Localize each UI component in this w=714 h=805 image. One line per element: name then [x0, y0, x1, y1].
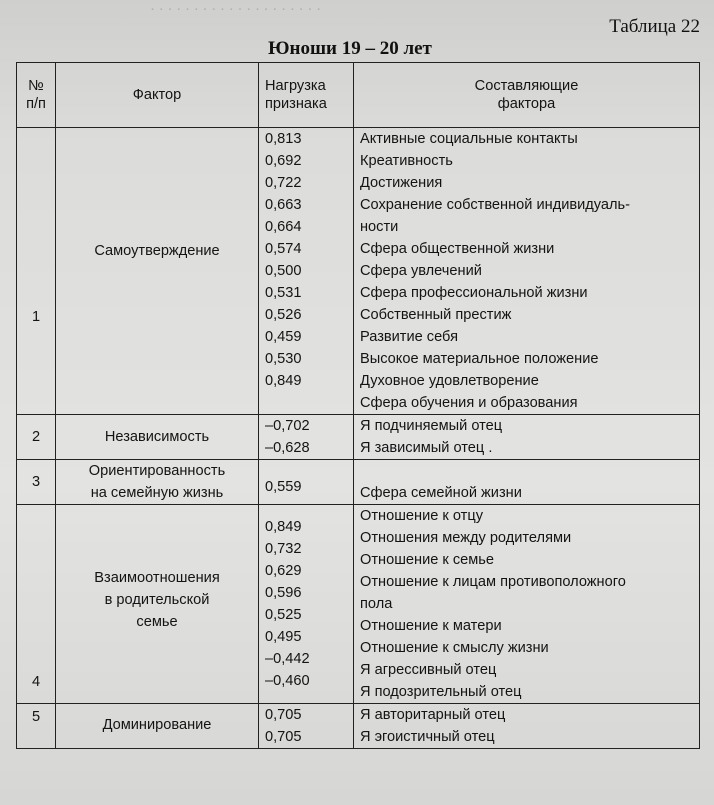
- row-number-cell: [17, 460, 56, 505]
- component-item: Достижения: [360, 175, 443, 191]
- component-item: Отношение к отцу: [360, 508, 483, 524]
- load-value: 0,526: [265, 307, 302, 323]
- load-value: 0,531: [265, 285, 302, 301]
- component-item: Отношение к смыслу жизни: [360, 640, 549, 656]
- load-cell: [259, 128, 354, 415]
- load-value: –0,442: [265, 651, 310, 667]
- load-value: 0,732: [265, 541, 302, 557]
- factor-name-line: Самоутверждение: [94, 243, 220, 259]
- row-number: 1: [31, 309, 41, 325]
- load-value: 0,629: [265, 563, 302, 579]
- load-value: 0,559: [265, 479, 302, 495]
- row-number-cell: [17, 704, 56, 749]
- components-cell: [354, 505, 700, 704]
- component-item: Я зависимый отец .: [360, 440, 493, 456]
- load-value: 0,525: [265, 607, 302, 623]
- component-item: Отношение к матери: [360, 618, 502, 634]
- factor-name-line: семье: [136, 614, 178, 630]
- load-cell: [259, 704, 354, 749]
- header-number: [17, 63, 56, 128]
- components-cell: [354, 704, 700, 749]
- header-components-line-1: Составляющие: [474, 78, 579, 94]
- load-value: 0,663: [265, 197, 302, 213]
- load-value: 0,705: [265, 707, 302, 723]
- factor-name-line: Доминирование: [102, 717, 212, 733]
- row-number-cell: [17, 128, 56, 415]
- component-item: Сфера общественной жизни: [360, 241, 555, 257]
- component-item: пола: [360, 596, 393, 612]
- component-item: Высокое материальное положение: [360, 351, 599, 367]
- header-load-line-1: Нагрузка: [265, 78, 326, 94]
- row-number: 4: [31, 674, 41, 690]
- header-factor: Фактор: [56, 63, 259, 128]
- factor-name-line: Взаимоотношения: [94, 570, 220, 586]
- factor-name-line: Ориентированность: [88, 463, 226, 479]
- row-number-cell: [17, 505, 56, 704]
- load-value: –0,628: [265, 440, 310, 456]
- table-body: [17, 128, 700, 749]
- component-item: Отношение к семье: [360, 552, 495, 568]
- component-item: Отношения между родителями: [360, 530, 572, 546]
- component-item: Я эгоистичный отец: [360, 729, 495, 745]
- component-item: ности: [360, 219, 399, 235]
- header-components-line-2: фактора: [497, 96, 556, 112]
- components-cell: [354, 460, 700, 505]
- show-through-text: · · · · · · · · · · · · · · · · · · · ·: [150, 2, 322, 18]
- factor-cell: [56, 505, 259, 704]
- table-header-row: [17, 63, 700, 128]
- factor-cell: [56, 415, 259, 460]
- components-cell: [354, 415, 700, 460]
- component-item: Активные социальные контакты: [360, 131, 578, 147]
- component-item: Сфера профессиональной жизни: [360, 285, 588, 301]
- load-value: 0,495: [265, 629, 302, 645]
- components-cell: [354, 128, 700, 415]
- header-number-line-2: п/п: [26, 96, 46, 112]
- load-value: 0,664: [265, 219, 302, 235]
- table-title: Юноши 19 – 20 лет: [268, 38, 432, 59]
- load-value: 0,530: [265, 351, 302, 367]
- factor-cell: [56, 460, 259, 505]
- component-item: Сфера обучения и образования: [360, 395, 578, 411]
- load-cell: [259, 505, 354, 704]
- load-value: 0,692: [265, 153, 302, 169]
- factor-name-line: в родительской: [104, 592, 210, 608]
- load-value: –0,460: [265, 673, 310, 689]
- load-value: 0,722: [265, 175, 302, 191]
- component-item: Я подчиняемый отец: [360, 418, 503, 434]
- table-number: Таблица 22: [609, 16, 700, 37]
- table-row: [17, 505, 700, 704]
- load-cell: [259, 415, 354, 460]
- factor-cell: [56, 704, 259, 749]
- component-item: Креативность: [360, 153, 453, 169]
- factor-name-line: на семейную жизнь: [90, 485, 224, 501]
- factor-name-line: Независимость: [104, 429, 210, 445]
- load-value: 0,813: [265, 131, 302, 147]
- component-item: Сфера увлечений: [360, 263, 482, 279]
- component-item: Я агрессивный отец: [360, 662, 497, 678]
- table-row: [17, 704, 700, 749]
- load-value: 0,574: [265, 241, 302, 257]
- component-item: Развитие себя: [360, 329, 458, 345]
- load-value: 0,849: [265, 519, 302, 535]
- row-number: 3: [31, 474, 41, 490]
- row-number: 5: [31, 709, 41, 725]
- header-load-line-2: признака: [265, 96, 327, 112]
- table-row: [17, 415, 700, 460]
- table-row: [17, 460, 700, 505]
- row-number: 2: [31, 429, 41, 445]
- component-item: Отношение к лицам противоположного: [360, 574, 626, 590]
- component-item: Сфера семейной жизни: [360, 485, 522, 501]
- load-value: 0,459: [265, 329, 302, 345]
- load-value: –0,702: [265, 418, 310, 434]
- component-item: Духовное удовлетворение: [360, 373, 539, 389]
- header-number-line-1: №: [28, 78, 44, 94]
- load-value: 0,849: [265, 373, 302, 389]
- component-item: Собственный престиж: [360, 307, 512, 323]
- factor-cell: [56, 128, 259, 415]
- load-value: 0,596: [265, 585, 302, 601]
- load-cell: [259, 460, 354, 505]
- factor-table: [16, 62, 700, 749]
- load-value: 0,705: [265, 729, 302, 745]
- component-item: Я авторитарный отец: [360, 707, 506, 723]
- table-row: [17, 128, 700, 415]
- load-value: 0,500: [265, 263, 302, 279]
- header-components: [354, 63, 700, 128]
- row-number-cell: [17, 415, 56, 460]
- component-item: Я подозрительный отец: [360, 684, 522, 700]
- component-item: Сохранение собственной индивидуаль-: [360, 197, 631, 213]
- header-load: [259, 63, 354, 128]
